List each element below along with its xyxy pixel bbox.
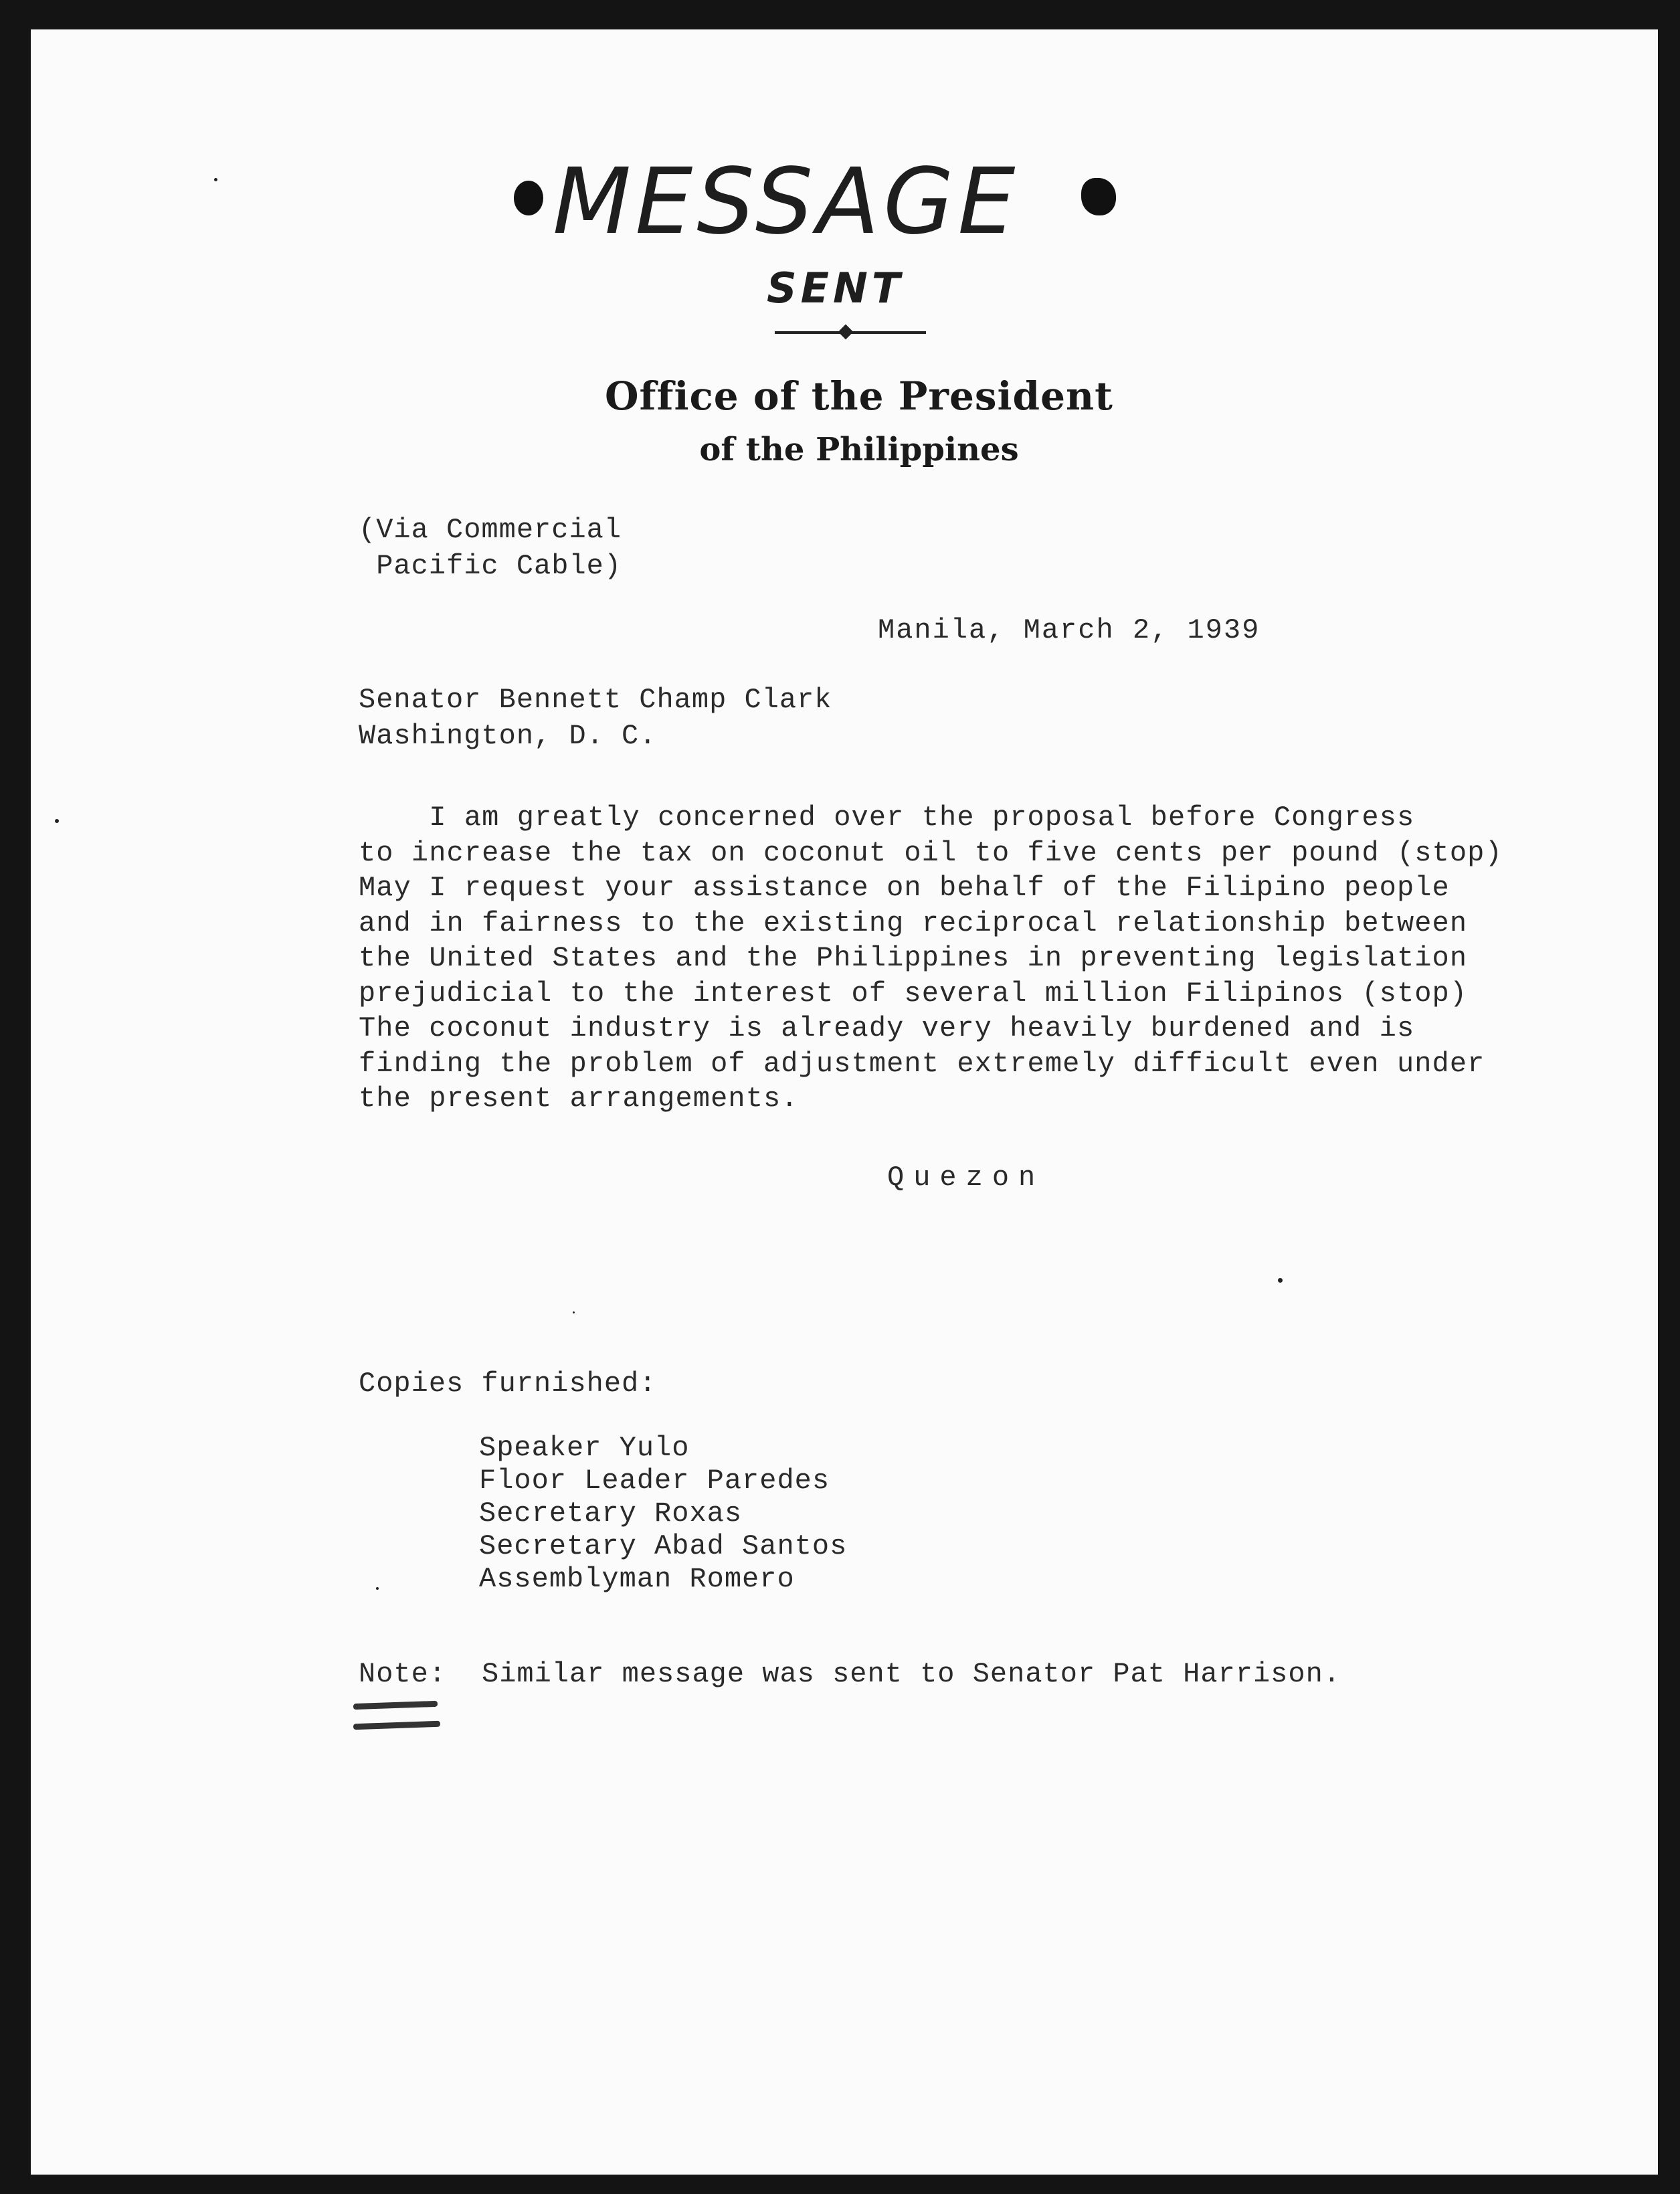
note-label: Note: [359,1658,447,1690]
signature: Quezon [887,1162,1045,1194]
list-item: Secretary Roxas [479,1497,743,1530]
scan-speck [55,819,59,823]
note-underline-1 [353,1701,438,1710]
list-item: Floor Leader Paredes [479,1465,830,1497]
body-line: the present arrangements. [359,1083,799,1115]
list-item: Secretary Abad Santos [479,1530,848,1562]
scan-speck [1278,1278,1283,1283]
body-line: I am greatly concerned over the proposal before Congress [359,802,1415,834]
copies-list [479,1432,847,1596]
body-line: The coconut industry is already very heavily burdened and is [359,1012,1415,1044]
document-page [31,29,1658,2175]
message-body [359,800,1503,1117]
office-country: of the Philippines [699,431,1019,468]
list-item: Speaker Yulo [479,1432,690,1464]
addressee-name: Senator Bennett Champ Clark [359,684,832,716]
addressee-location: Washington, D. C. [359,720,657,752]
body-line: the United States and the Philippines in preventing legislation [359,942,1468,974]
office-name: Office of the President [605,373,1113,419]
list-item: Assemblyman Romero [479,1563,795,1595]
letterhead-title: MESSAGE [553,149,1020,255]
routing-line-1: (Via Commercial [359,514,622,546]
copies-heading: Copies furnished: [359,1368,657,1400]
scan-speck [573,1311,575,1313]
body-line: and in fairness to the existing reciprocal relationship between [359,907,1468,939]
ink-blot-left [514,181,543,215]
letterhead-subtitle: SENT [767,264,905,312]
body-line: prejudicial to the interest of several million Filipinos (stop) [359,977,1468,1010]
body-line: finding the problem of adjustment extremely difficult even under [359,1047,1485,1080]
note-text: Similar message was sent to Senator Pat Harrison. [482,1658,1341,1690]
dateline: Manila, March 2, 1939 [878,614,1261,646]
routing-line-2: Pacific Cable) [359,550,622,582]
body-line: to increase the tax on coconut oil to five cents per pound (stop) [359,836,1503,869]
note-underline-2 [353,1721,440,1730]
ink-blot-right [1081,178,1116,215]
divider-ornament [838,325,854,340]
scan-speck [214,178,217,181]
body-line: May I request your assistance on behalf of the Filipino people [359,872,1450,904]
scan-speck [376,1587,379,1590]
